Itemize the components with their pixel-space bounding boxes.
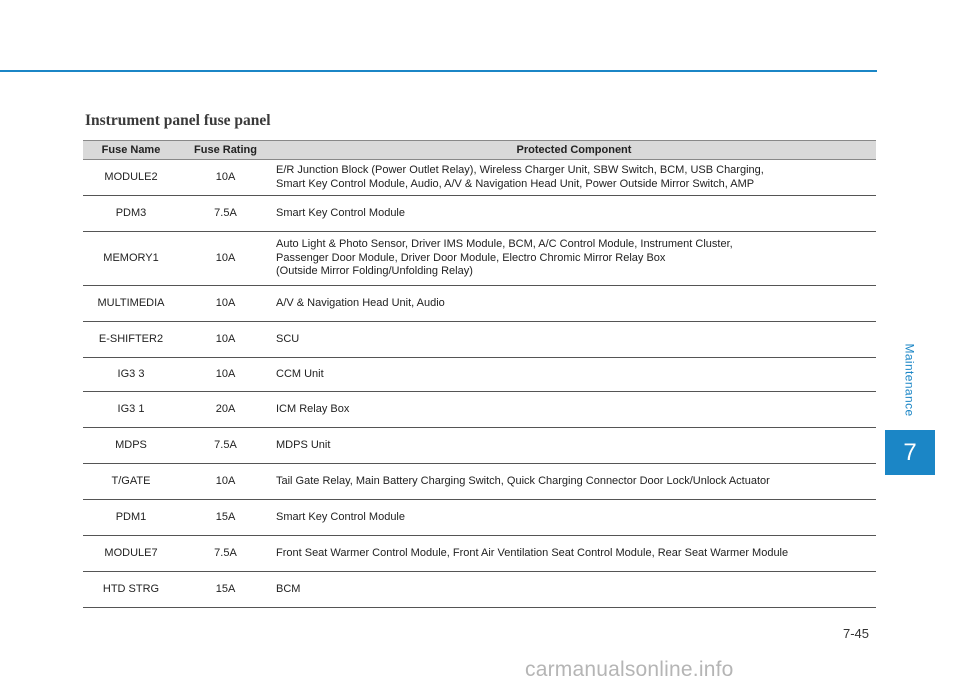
fuse-rating-cell: 10A [179,160,272,196]
table-header [83,141,876,160]
fuse-name-cell: IG3 3 [83,358,179,392]
chapter-tab[interactable]: 7 [885,430,935,475]
fuse-rating-cell: 10A [179,358,272,392]
fuse-rating-cell: 10A [179,286,272,322]
table-row [83,392,876,428]
table-row [83,428,876,464]
table-row [83,232,876,286]
fuse-name-cell: IG3 1 [83,392,179,428]
component-line: Passenger Door Module, Driver Door Module, Electro Chromic Mirror Relay Box [276,251,666,264]
table-row [83,160,876,196]
component-line: MDPS Unit [276,438,331,451]
fuse-name-cell: MEMORY1 [83,232,179,286]
component-line: SCU [276,332,300,345]
protected-component-cell [272,286,876,322]
fuse-rating-cell: 7.5A [179,428,272,464]
component-line: Smart Key Control Module [276,206,405,219]
table-row [83,536,876,572]
table-row [83,500,876,536]
fuse-rating-cell: 10A [179,464,272,500]
component-line: Front Seat Warmer Control Module, Front Air Ventilation Seat Control Module, Rear Seat Warmer Module [276,546,789,559]
component-line: Tail Gate Relay, Main Battery Charging Switch, Quick Charging Connector Door Lock/Unlock Actuator [276,474,770,487]
component-line: A/V & Navigation Head Unit, Audio [276,296,445,309]
protected-component-cell [272,428,876,464]
fuse-rating-cell: 20A [179,392,272,428]
protected-component-cell [272,572,876,608]
protected-component-cell [272,464,876,500]
page-number: 7-45 [843,626,870,641]
table-row [83,196,876,232]
section-title: Instrument panel fuse panel [85,112,271,129]
protected-component-cell [272,500,876,536]
fuse-name-cell: E-SHIFTER2 [83,322,179,358]
fuse-name-cell: PDM1 [83,500,179,536]
fuse-name-cell: MDPS [83,428,179,464]
chapter-side-label [890,330,930,430]
fuse-rating-cell: 7.5A [179,536,272,572]
protected-component-cell [272,232,876,286]
fuse-name-cell: MODULE2 [83,160,179,196]
protected-component-cell [272,196,876,232]
component-line: Smart Key Control Module [276,510,405,523]
fuse-name-cell: PDM3 [83,196,179,232]
fuse-rating-cell: 10A [179,232,272,286]
table-row [83,358,876,392]
component-line: CCM Unit [276,367,324,380]
component-line: ICM Relay Box [276,402,350,415]
top-rule [0,70,877,72]
fuse-name-cell: HTD STRG [83,572,179,608]
protected-component-cell [272,392,876,428]
protected-component-cell [272,160,876,196]
table-body [83,160,876,608]
fuse-table [83,140,876,608]
fuse-name-cell: T/GATE [83,464,179,500]
fuse-rating-cell: 7.5A [179,196,272,232]
table-row [83,464,876,500]
component-line: Auto Light & Photo Sensor, Driver IMS Module, BCM, A/C Control Module, Instrument Cluster, [276,238,733,251]
header-protected-component: Protected Component [272,141,876,160]
fuse-rating-cell: 10A [179,322,272,358]
table-row [83,572,876,608]
component-line: E/R Junction Block (Power Outlet Relay), Wireless Charger Unit, SBW Switch, BCM, USB Charging, [276,164,764,176]
component-line: BCM [276,582,301,595]
protected-component-cell [272,536,876,572]
table-header-row [83,141,876,160]
watermark: carmanualsonline.info [525,658,734,681]
header-fuse-rating: Fuse Rating [179,141,272,160]
fuse-name-cell: MULTIMEDIA [83,286,179,322]
chapter-label: Maintenance [903,343,917,417]
header-fuse-name: Fuse Name [83,141,179,160]
table-row [83,322,876,358]
table-row [83,286,876,322]
fuse-rating-cell: 15A [179,500,272,536]
protected-component-cell [272,322,876,358]
component-line: (Outside Mirror Folding/Unfolding Relay) [276,265,473,278]
component-line: Smart Key Control Module, Audio, A/V & Navigation Head Unit, Power Outside Mirror Switch, AMP [276,177,755,190]
fuse-name-cell: MODULE7 [83,536,179,572]
protected-component-cell [272,358,876,392]
fuse-rating-cell: 15A [179,572,272,608]
